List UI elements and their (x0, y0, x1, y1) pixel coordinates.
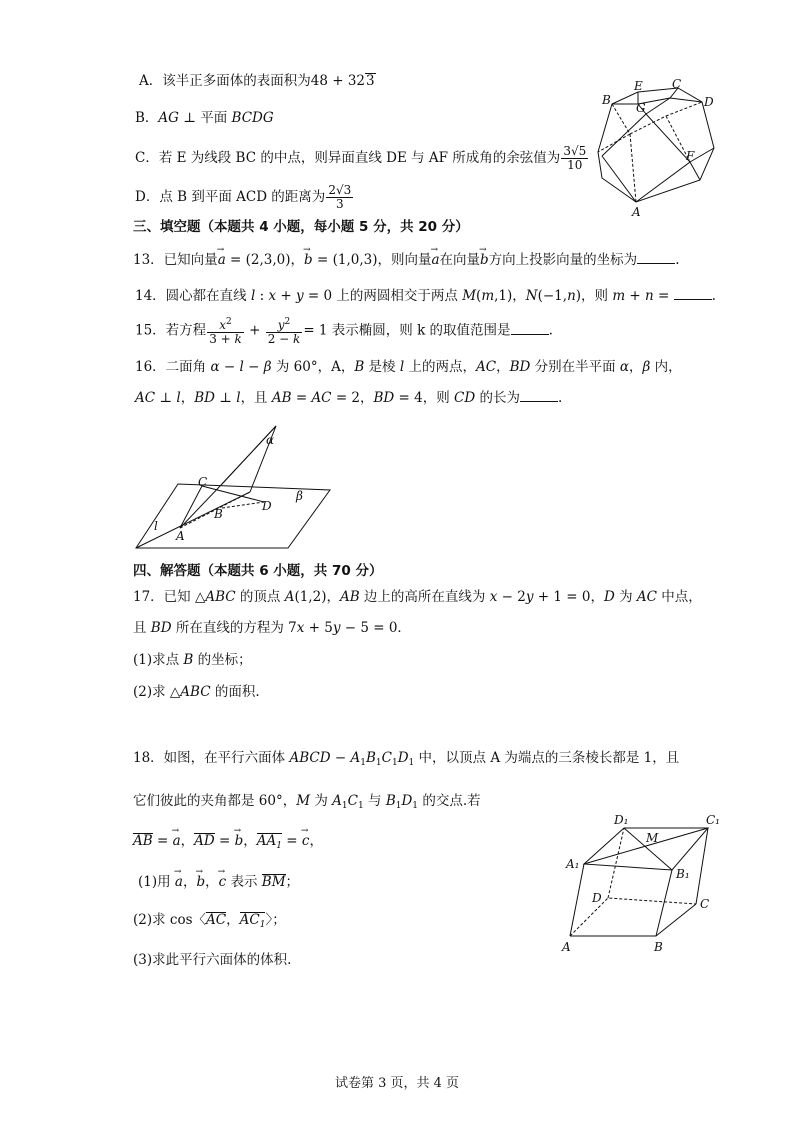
svg-text:C: C (198, 475, 208, 489)
polyhedron-figure (590, 76, 730, 221)
svg-text:D: D (592, 891, 602, 905)
section-3-heading: 三、填空题（本题共 4 小题，每小题 5 分，共 20 分） (133, 219, 469, 235)
svg-text:α: α (266, 433, 275, 447)
question-15: 15．若方程 $\frac{x^2}{3 + k}$ + $\frac{y^2}{2 - k}$ = 1 表示椭圆，则 k 的取值范围是 . (135, 317, 553, 346)
question-16-line-2: AC ⊥ l，BD ⊥ l，且 AB = AC = 2，BD = 4，则 CD 的长为 . (135, 390, 563, 406)
svg-text:B₁: B₁ (676, 867, 690, 881)
svg-text:β: β (296, 489, 303, 503)
question-17-part-2: (2)求 △ABC 的面积. (133, 684, 260, 700)
svg-text:D₁: D₁ (614, 813, 629, 827)
question-17-part-1: (1)求点 B 的坐标； (133, 652, 252, 668)
q12-option-a: A．该半正多面体的表面积为48 + 323 (139, 73, 375, 89)
question-18-part-2: (2)求 cos〈AC，$AC_1$〉； (133, 912, 286, 930)
svg-text:l: l (154, 519, 158, 533)
svg-text:A: A (632, 205, 641, 219)
section-4-heading: 四、解答题（本题共 6 小题，共 70 分） (133, 563, 383, 579)
question-18-line-1: 18．如图，在平行六面体 ABCD − $A_1B_1C_1D_1$ 中，以顶点 A 为端点的三条棱长都是 1，且 (133, 750, 680, 768)
question-17-line-1: 17．已知 △ABC 的顶点 A(1,2)，AB 边上的高所在直线为 x − 2y + 1 = 0，D 为 AC 中点， (133, 589, 702, 605)
svg-text:A: A (562, 940, 571, 954)
svg-text:C: C (672, 77, 682, 91)
svg-text:M: M (646, 831, 659, 845)
q12-c-fraction: $\frac{3√5}{10}$ (563, 144, 587, 172)
question-18-part-1: (1)用 → a，→ b，→ c 表示 BM； (138, 873, 299, 891)
question-18-part-3: (3)求此平行六面体的体积. (133, 952, 292, 968)
question-18-line-2: 它们彼此的夹角都是 60°，M 为 $A_1C_1$ 与 $B_1D_1$ 的交点.若 (133, 793, 481, 811)
q12-option-d: D．点 B 到平面 ACD 的距离为 $\frac{2√3}{3}$ (135, 183, 352, 211)
svg-text:A: A (176, 529, 185, 543)
svg-text:G: G (636, 101, 646, 115)
question-18-line-3: AB = → a，AD = → b，$AA_1$ = → c， (133, 832, 323, 853)
page-footer: 试卷第 3 页，共 4 页 (334, 1076, 460, 1091)
svg-text:B: B (654, 940, 663, 954)
svg-text:B: B (602, 93, 611, 107)
question-16-line-1: 16．二面角 α − l − β 为 60°，A，B 是棱 l 上的两点，AC，BD 分别在半平面 α，β 内， (135, 359, 682, 375)
q12-d-fraction: $\frac{2√3}{3}$ (328, 183, 352, 211)
svg-text:E: E (634, 79, 643, 93)
question-17-line-2: 且 BD 所在直线的方程为 7x + 5y − 5 = 0． (133, 620, 411, 636)
parallelepiped-figure (560, 808, 730, 956)
svg-text:D: D (262, 499, 272, 513)
dihedral-angle-figure (130, 420, 345, 555)
svg-text:C₁: C₁ (706, 813, 720, 827)
svg-text:D: D (704, 95, 714, 109)
q12-option-b: B．AG ⊥ 平面 BCDG (135, 110, 274, 126)
question-14: 14．圆心都在直线 l : x + y = 0 上的两圆相交于两点 M(m,1)，N(−1,n)，则 m + n = . (135, 288, 716, 304)
question-13: 13．已知向量→ a = (2,3,0)，→ b = (1,0,3)，则向量→ a在向量→ b方向上投影向量的坐标为 . (133, 251, 679, 269)
svg-text:F: F (686, 149, 695, 163)
svg-text:C: C (700, 897, 710, 911)
svg-text:A₁: A₁ (566, 857, 580, 871)
svg-text:B: B (214, 507, 223, 521)
q12-option-c: C．若 E 为线段 BC 的中点，则异面直线 DE 与 AF 所成角的余弦值为 $\frac{3√5}{10}$ (135, 144, 587, 172)
